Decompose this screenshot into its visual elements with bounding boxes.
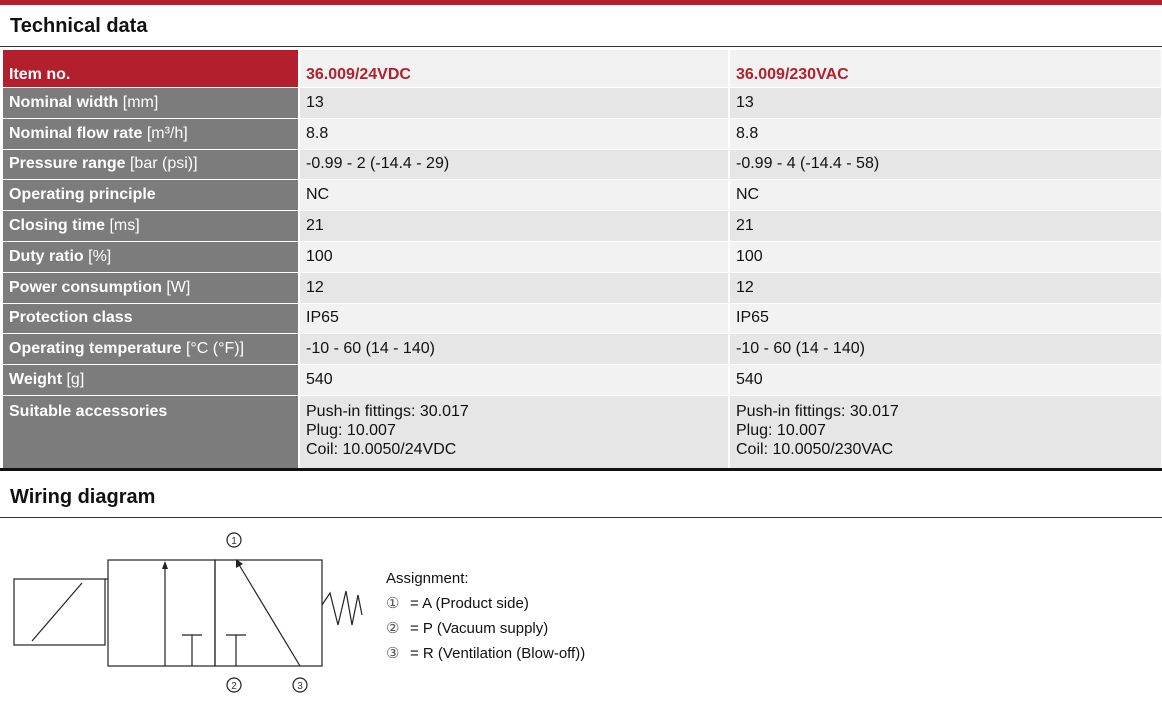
table-row <box>3 272 1162 303</box>
table-row <box>3 180 1162 211</box>
table-row <box>3 149 1162 180</box>
assignment-text: = A (Product side) <box>410 595 529 612</box>
assignment-number: ② <box>386 620 400 637</box>
cell-value: 540 <box>729 365 1162 396</box>
port-number-2: 2 <box>231 681 237 692</box>
cell-value: -10 - 60 (14 - 140) <box>299 334 729 365</box>
row-label: Nominal width [mm] <box>3 88 299 119</box>
assignment-text: = P (Vacuum supply) <box>410 620 549 637</box>
row-label: Pressure range [bar (psi)] <box>3 149 299 180</box>
table-row <box>3 334 1162 365</box>
port-number-1: 1 <box>231 536 237 547</box>
valve-wiring-diagram <box>0 525 380 700</box>
table-row <box>3 303 1162 334</box>
cell-value: 12 <box>299 272 729 303</box>
divider <box>0 517 1162 518</box>
solenoid-diagonal <box>32 583 82 641</box>
cell-value: NC <box>299 180 729 211</box>
assignment-number: ③ <box>386 645 400 662</box>
row-label: Duty ratio [%] <box>3 241 299 272</box>
header-item-230vac: 36.009/230VAC <box>729 50 1162 88</box>
assignment-item <box>386 641 585 666</box>
cell-value: 13 <box>729 88 1162 119</box>
assignment-title: Assignment: <box>386 570 469 587</box>
row-label: Operating principle <box>3 180 299 211</box>
cell-value: IP65 <box>729 303 1162 334</box>
table-row <box>3 118 1162 149</box>
table-row <box>3 241 1162 272</box>
return-spring <box>322 591 362 625</box>
cell-value: IP65 <box>299 303 729 334</box>
cell-value-accessories: Push-in fittings: 30.017 Plug: 10.007 Coil: 10.0050/230VAC <box>729 395 1162 468</box>
cell-value-accessories: Push-in fittings: 30.017 Plug: 10.007 Coil: 10.0050/24VDC <box>299 395 729 468</box>
assignment-item <box>386 591 585 616</box>
section-title-wiring-diagram: Wiring diagram <box>10 486 156 508</box>
assignment-item <box>386 616 585 641</box>
row-label: Protection class <box>3 303 299 334</box>
assignment-number: ① <box>386 595 400 612</box>
cell-value: -0.99 - 4 (-14.4 - 58) <box>729 149 1162 180</box>
port-number-3: 3 <box>297 681 303 692</box>
row-label: Suitable accessories <box>3 395 299 468</box>
table-row-accessories <box>3 395 1162 468</box>
solenoid-coil <box>14 579 105 645</box>
header-label: Item no. <box>3 50 299 88</box>
header-item-24vdc: 36.009/24VDC <box>299 50 729 88</box>
cell-value: 21 <box>299 211 729 242</box>
arrowhead-up <box>162 561 168 569</box>
cell-value: -10 - 60 (14 - 140) <box>729 334 1162 365</box>
row-label: Nominal flow rate [m³/h] <box>3 118 299 149</box>
row-label: Weight [g] <box>3 365 299 396</box>
cell-value: 100 <box>299 241 729 272</box>
cell-value: 12 <box>729 272 1162 303</box>
technical-data-table <box>3 50 1162 469</box>
row-label: Operating temperature [°C (°F)] <box>3 334 299 365</box>
section-title-technical-data: Technical data <box>10 15 148 37</box>
row-label: Power consumption [W] <box>3 272 299 303</box>
cell-value: 8.8 <box>729 118 1162 149</box>
cell-value: 100 <box>729 241 1162 272</box>
cell-value: 540 <box>299 365 729 396</box>
divider <box>0 46 1162 47</box>
assignment-text: = R (Ventilation (Blow-off)) <box>410 645 586 662</box>
cell-value: 13 <box>299 88 729 119</box>
table-row <box>3 365 1162 396</box>
flow-arrow-diagonal <box>238 563 300 666</box>
table-row <box>3 88 1162 119</box>
row-label: Closing time [ms] <box>3 211 299 242</box>
cell-value: -0.99 - 2 (-14.4 - 29) <box>299 149 729 180</box>
cell-value: 21 <box>729 211 1162 242</box>
table-header-row <box>3 50 1162 88</box>
cell-value: 8.8 <box>299 118 729 149</box>
divider <box>0 468 1162 471</box>
top-accent-rule <box>0 0 1162 5</box>
assignment-legend <box>386 566 585 666</box>
table-row <box>3 211 1162 242</box>
cell-value: NC <box>729 180 1162 211</box>
valve-box-left <box>108 560 215 666</box>
